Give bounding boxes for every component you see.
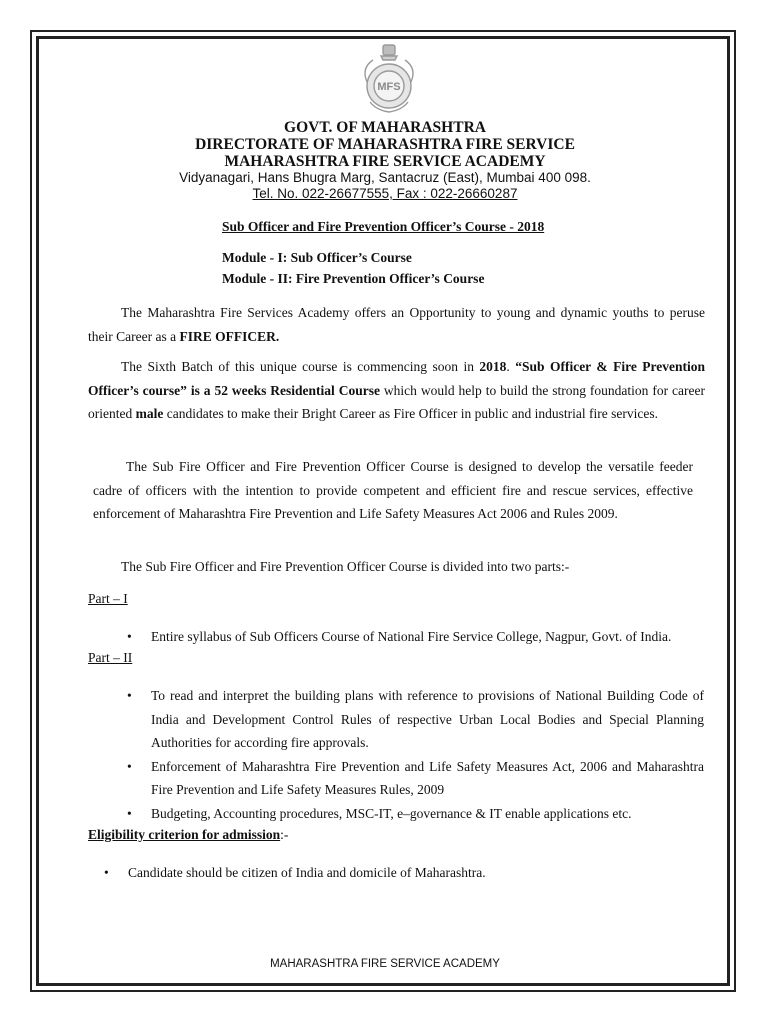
header-address: Vidyanagari, Hans Bhugra Marg, Santacruz (East), Mumbai 400 098. <box>179 170 591 185</box>
list-item <box>104 861 688 885</box>
emblem-text: MFS <box>377 81 401 93</box>
batch-year: 2018 <box>479 359 507 374</box>
intro-text: The Maharashtra Fire Services Academy offers an Opportunity to young and dynamic youths to peruse their Career as a <box>88 305 705 344</box>
page-footer: MAHARASHTRA FIRE SERVICE ACADEMY <box>270 958 500 970</box>
list-item <box>127 684 704 755</box>
list-item <box>127 625 706 649</box>
intro-paragraph <box>88 301 705 348</box>
part-2-list <box>127 684 704 825</box>
batch-text-d: candidates to make their Bright Career as Fire Officer in public and industrial fire services. <box>163 406 658 421</box>
bullet-icon: • <box>127 688 132 703</box>
batch-text-c: which would help to build the strong foundation for career oriented <box>88 382 705 421</box>
module-2: Module - II: Fire Prevention Officer’s Course <box>222 271 485 286</box>
eligibility-list <box>104 861 688 885</box>
header-govt: GOVT. OF MAHARASHTRA <box>284 119 486 136</box>
batch-text-a: The Sixth Batch of this unique course is commencing soon in <box>121 359 480 374</box>
bullet-icon: • <box>127 805 132 821</box>
part-1-list <box>127 625 706 649</box>
list-item <box>127 802 704 826</box>
part-1-label: Part – I <box>88 591 128 606</box>
list-item-text: Budgeting, Accounting procedures, MSC-IT, e–governance & IT enable applications etc. <box>151 805 632 821</box>
eligibility-heading-text: Eligibility criterion for admission <box>88 827 281 842</box>
bullet-icon: • <box>127 629 132 644</box>
header-contact: Tel. No. 022-26677555, Fax : 022-26660287 <box>252 186 518 201</box>
list-item <box>127 755 704 802</box>
batch-male: male <box>135 406 164 421</box>
part-2-label: Part – II <box>88 650 133 665</box>
batch-text-b: . <box>506 359 516 374</box>
list-item-text: Candidate should be citizen of India and domicile of Maharashtra. <box>128 865 486 880</box>
list-item-text: Enforcement of Maharashtra Fire Prevention and Life Safety Measures Act, 2006 and Maharashtra Fire Prevention and Life Safety Measures Rules, 2009 <box>151 758 704 797</box>
module-1: Module - I: Sub Officer’s Course <box>222 250 412 265</box>
header-academy: MAHARASHTRA FIRE SERVICE ACADEMY <box>224 153 546 170</box>
eligibility-suffix: :- <box>280 827 289 842</box>
design-paragraph: The Sub Fire Officer and Fire Prevention Officer Course is designed to develop the versatile feeder cadre of officers with the intention to provide competent and efficient fire and rescue services, effective enforcement of Maharashtra Fire Prevention and Life Safety Measures Act 2006 and Rules 2009. <box>93 459 693 521</box>
mfs-emblem-icon <box>356 42 422 116</box>
header-directorate: DIRECTORATE OF MAHARASHTRA FIRE SERVICE <box>195 136 575 153</box>
bullet-icon: • <box>104 865 109 880</box>
batch-paragraph <box>88 355 705 426</box>
batch-course: “Sub Officer & Fire Prevention Officer’s course” is a 52 weeks Residential Course <box>88 359 706 398</box>
course-title: Sub Officer and Fire Prevention Officer’s Course - 2018 <box>222 219 545 234</box>
list-item-text: Entire syllabus of Sub Officers Course of National Fire Service College, Nagpur, Govt. of India. <box>151 629 672 644</box>
bullet-icon: • <box>127 758 132 774</box>
list-item-text: To read and interpret the building plans with reference to provisions of National Building Code of India and Development Control Rules of respective Urban Local Bodies and Special Planning Authorities for according fire approvals. <box>151 688 704 750</box>
intro-bold: FIRE OFFICER. <box>179 328 280 344</box>
eligibility-heading <box>88 827 288 843</box>
parts-intro-paragraph: The Sub Fire Officer and Fire Prevention Officer Course is divided into two parts:- <box>121 559 570 574</box>
